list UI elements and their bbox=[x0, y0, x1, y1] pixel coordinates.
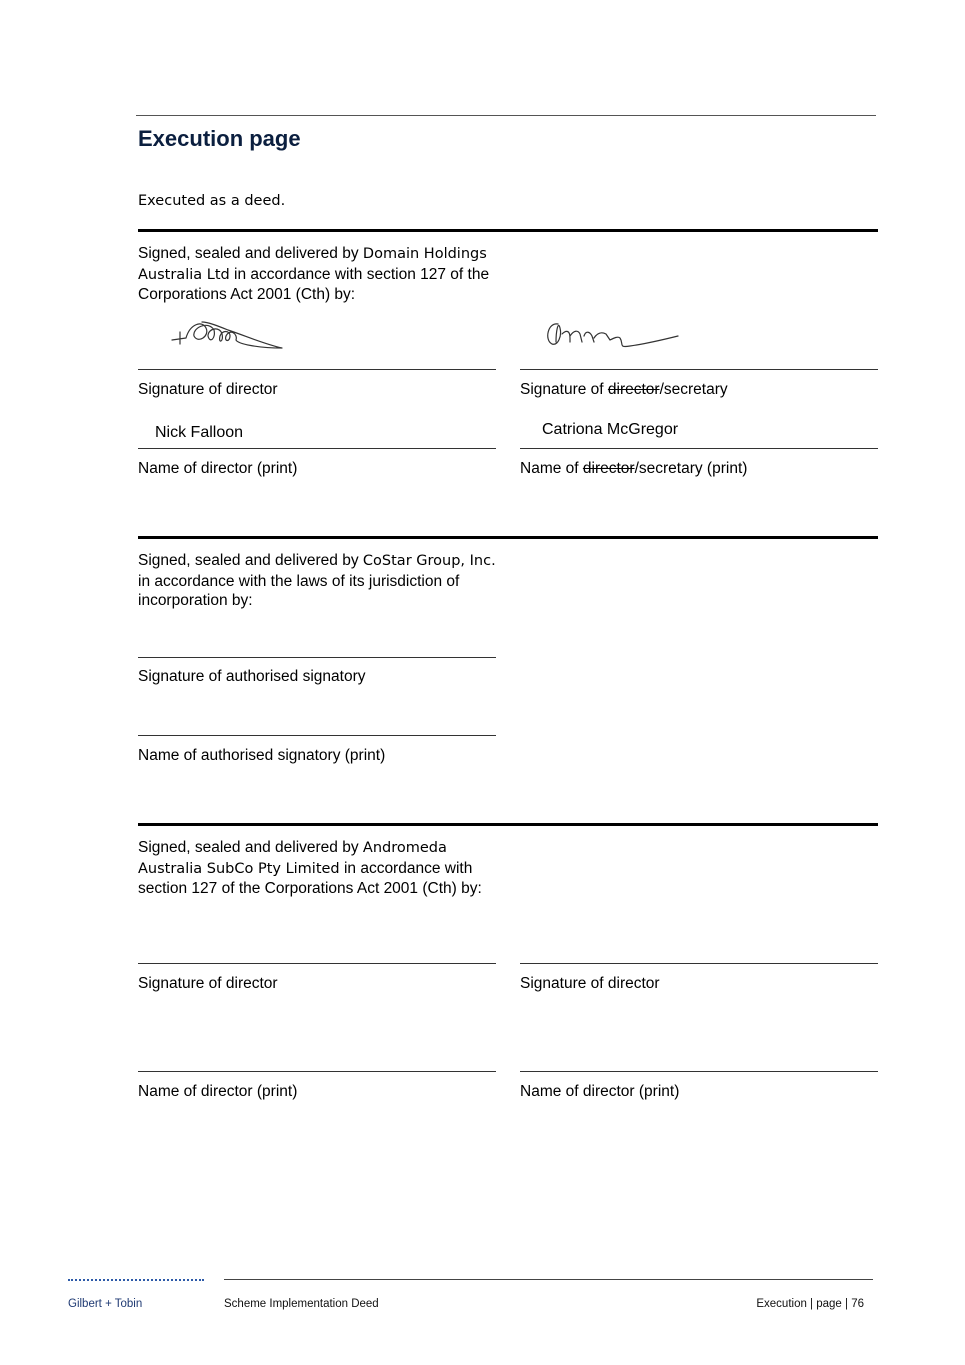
block1-left-name-label: Name of director (print) bbox=[138, 460, 298, 477]
block1-party-name: Domain Holdings Australia Ltd bbox=[138, 246, 487, 283]
block1-intro-post: in accordance with section 127 of the Corporations Act 2001 (Cth) by: bbox=[138, 265, 490, 303]
block2-intro-pre: Signed, sealed and delivered by bbox=[138, 552, 363, 569]
block1-left-sig-label: Signature of director bbox=[138, 381, 278, 398]
block1-right-sig-line bbox=[520, 369, 878, 370]
block1-intro bbox=[138, 244, 498, 305]
block1-top-rule bbox=[138, 229, 878, 232]
block3-party-name: Andromeda Australia SubCo Pty Limited bbox=[138, 840, 447, 877]
secretary-signature-mark bbox=[540, 316, 685, 352]
block3-right-name-label: Name of director (print) bbox=[520, 1083, 680, 1100]
block3-left-name-label: Name of director (print) bbox=[138, 1083, 298, 1100]
block3-intro-post: in accordance with section 127 of the Corporations Act 2001 (Cth) by: bbox=[138, 859, 482, 897]
block2-name-line bbox=[138, 735, 496, 736]
block2-name-label: Name of authorised signatory (print) bbox=[138, 747, 386, 764]
footer-rule bbox=[224, 1279, 873, 1280]
block3-right-name-line bbox=[520, 1071, 878, 1072]
block1-right-sig-prefix: Signature of bbox=[520, 381, 608, 398]
footer-page-ref: Execution | page | 76 bbox=[756, 1298, 864, 1310]
block1-right-sig-suffix: /secretary bbox=[659, 381, 728, 398]
block2-party-name: CoStar Group, Inc. bbox=[362, 553, 496, 569]
block1-right-sig-label bbox=[520, 381, 728, 399]
block3-intro-pre: Signed, sealed and delivered by bbox=[138, 839, 363, 856]
footer-document: Scheme Implementation Deed bbox=[224, 1298, 379, 1310]
block3-right-sig-label: Signature of director bbox=[520, 975, 660, 992]
block3-intro bbox=[138, 838, 503, 899]
block1-intro-pre: Signed, sealed and delivered by bbox=[138, 245, 363, 262]
header-rule bbox=[136, 115, 876, 116]
footer-firm: Gilbert + Tobin bbox=[68, 1298, 143, 1310]
block2-intro bbox=[138, 551, 498, 611]
block1-right-name-label bbox=[520, 460, 747, 478]
intro-text: Executed as a deed. bbox=[138, 193, 286, 209]
block3-left-sig-label: Signature of director bbox=[138, 975, 278, 992]
secretary-name-value: Catriona McGregor bbox=[542, 421, 679, 438]
block3-left-sig-line bbox=[138, 963, 496, 964]
block1-right-name-line bbox=[520, 448, 878, 449]
block2-sig-label: Signature of authorised signatory bbox=[138, 668, 366, 685]
block1-right-name-prefix: Name of bbox=[520, 460, 583, 477]
director-name-value: Nick Falloon bbox=[155, 424, 244, 441]
block2-intro-post: in accordance with the laws of its jurisdiction of incorporation by: bbox=[138, 572, 460, 609]
block3-top-rule bbox=[138, 823, 878, 826]
block3-right-sig-line bbox=[520, 963, 878, 964]
block3-left-name-line bbox=[138, 1071, 496, 1072]
block2-top-rule bbox=[138, 536, 878, 539]
footer-dotted-rule bbox=[68, 1279, 204, 1281]
block1-right-name-struck: director bbox=[582, 460, 635, 477]
block2-sig-line bbox=[138, 657, 496, 658]
block1-right-sig-struck: director bbox=[607, 381, 660, 398]
block1-right-name-suffix: /secretary (print) bbox=[634, 460, 748, 477]
director-signature-mark bbox=[168, 314, 293, 354]
page-title: Execution page bbox=[138, 126, 301, 151]
block1-left-name-line bbox=[138, 448, 496, 449]
block1-left-sig-line bbox=[138, 369, 496, 370]
